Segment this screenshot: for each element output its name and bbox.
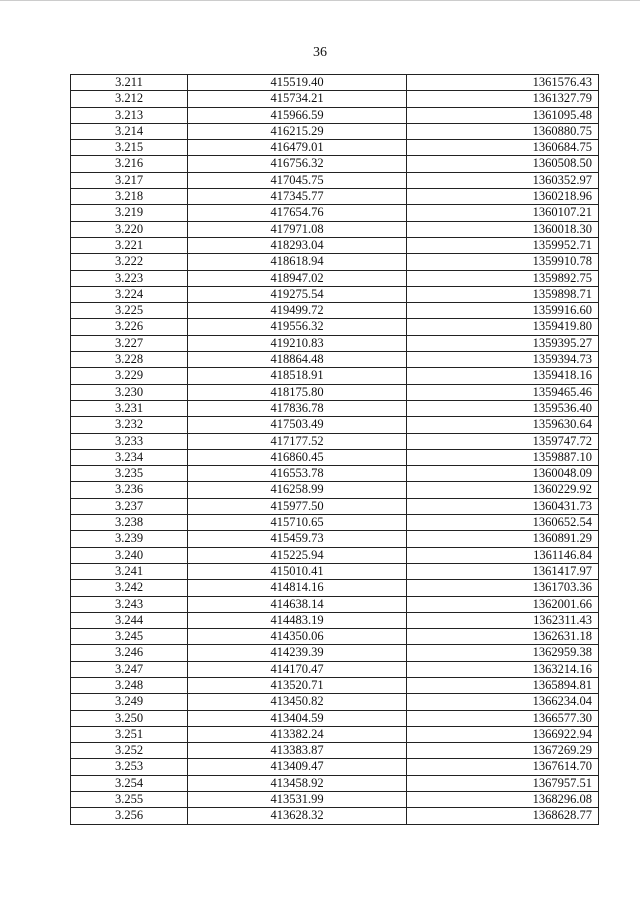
y-coordinate-cell: 1360431.73	[407, 498, 599, 514]
table-row	[71, 743, 599, 759]
x-coordinate-cell: 417971.08	[188, 221, 407, 237]
table-row	[71, 449, 599, 465]
table-row	[71, 547, 599, 563]
x-coordinate-cell: 414638.14	[188, 596, 407, 612]
x-coordinate-cell: 418175.80	[188, 384, 407, 400]
table-row	[71, 694, 599, 710]
table-row	[71, 629, 599, 645]
y-coordinate-cell: 1360048.09	[407, 466, 599, 482]
y-coordinate-cell: 1363214.16	[407, 661, 599, 677]
table-row	[71, 319, 599, 335]
y-coordinate-cell: 1361327.79	[407, 91, 599, 107]
y-coordinate-cell: 1359536.40	[407, 400, 599, 416]
table-row	[71, 482, 599, 498]
table-row	[71, 140, 599, 156]
point-number-cell: 3.227	[71, 335, 188, 351]
point-number-cell: 3.228	[71, 352, 188, 368]
point-number-cell: 3.232	[71, 417, 188, 433]
point-number-cell: 3.249	[71, 694, 188, 710]
y-coordinate-cell: 1361703.36	[407, 580, 599, 596]
x-coordinate-cell: 416860.45	[188, 449, 407, 465]
x-coordinate-cell: 417177.52	[188, 433, 407, 449]
y-coordinate-cell: 1362959.38	[407, 645, 599, 661]
y-coordinate-cell: 1366234.04	[407, 694, 599, 710]
y-coordinate-cell: 1360891.29	[407, 531, 599, 547]
table-row	[71, 303, 599, 319]
x-coordinate-cell: 413404.59	[188, 710, 407, 726]
x-coordinate-cell: 416479.01	[188, 140, 407, 156]
point-number-cell: 3.211	[71, 75, 188, 91]
y-coordinate-cell: 1360018.30	[407, 221, 599, 237]
table-row	[71, 189, 599, 205]
y-coordinate-cell: 1362311.43	[407, 612, 599, 628]
table-row	[71, 792, 599, 808]
point-number-cell: 3.214	[71, 123, 188, 139]
y-coordinate-cell: 1360107.21	[407, 205, 599, 221]
y-coordinate-cell: 1362001.66	[407, 596, 599, 612]
x-coordinate-cell: 415225.94	[188, 547, 407, 563]
table-row	[71, 107, 599, 123]
x-coordinate-cell: 413458.92	[188, 775, 407, 791]
x-coordinate-cell: 418293.04	[188, 237, 407, 253]
coordinates-table	[70, 74, 599, 825]
y-coordinate-cell: 1367614.70	[407, 759, 599, 775]
y-coordinate-cell: 1360229.92	[407, 482, 599, 498]
point-number-cell: 3.248	[71, 677, 188, 693]
x-coordinate-cell: 415966.59	[188, 107, 407, 123]
x-coordinate-cell: 413382.24	[188, 726, 407, 742]
y-coordinate-cell: 1365894.81	[407, 677, 599, 693]
x-coordinate-cell: 416553.78	[188, 466, 407, 482]
point-number-cell: 3.223	[71, 270, 188, 286]
y-coordinate-cell: 1359910.78	[407, 254, 599, 270]
x-coordinate-cell: 413409.47	[188, 759, 407, 775]
point-number-cell: 3.234	[71, 449, 188, 465]
point-number-cell: 3.235	[71, 466, 188, 482]
table-body	[71, 75, 599, 825]
y-coordinate-cell: 1361146.84	[407, 547, 599, 563]
table-row	[71, 352, 599, 368]
table-row	[71, 677, 599, 693]
x-coordinate-cell: 415010.41	[188, 563, 407, 579]
x-coordinate-cell: 419556.32	[188, 319, 407, 335]
table-row	[71, 563, 599, 579]
point-number-cell: 3.250	[71, 710, 188, 726]
y-coordinate-cell: 1360880.75	[407, 123, 599, 139]
table-row	[71, 368, 599, 384]
table-row	[71, 384, 599, 400]
x-coordinate-cell: 417836.78	[188, 400, 407, 416]
table-row	[71, 515, 599, 531]
table-row	[71, 221, 599, 237]
point-number-cell: 3.225	[71, 303, 188, 319]
y-coordinate-cell: 1359419.80	[407, 319, 599, 335]
point-number-cell: 3.230	[71, 384, 188, 400]
y-coordinate-cell: 1360352.97	[407, 172, 599, 188]
point-number-cell: 3.226	[71, 319, 188, 335]
point-number-cell: 3.222	[71, 254, 188, 270]
x-coordinate-cell: 415459.73	[188, 531, 407, 547]
table-row	[71, 270, 599, 286]
point-number-cell: 3.252	[71, 743, 188, 759]
y-coordinate-cell: 1360508.50	[407, 156, 599, 172]
table-row	[71, 75, 599, 91]
x-coordinate-cell: 417345.77	[188, 189, 407, 205]
x-coordinate-cell: 417503.49	[188, 417, 407, 433]
y-coordinate-cell: 1359916.60	[407, 303, 599, 319]
point-number-cell: 3.244	[71, 612, 188, 628]
y-coordinate-cell: 1359898.71	[407, 286, 599, 302]
point-number-cell: 3.212	[71, 91, 188, 107]
page-number: 36	[313, 45, 327, 60]
point-number-cell: 3.221	[71, 237, 188, 253]
table-row	[71, 775, 599, 791]
y-coordinate-cell: 1359887.10	[407, 449, 599, 465]
x-coordinate-cell: 416756.32	[188, 156, 407, 172]
table-row	[71, 580, 599, 596]
table-row	[71, 156, 599, 172]
point-number-cell: 3.243	[71, 596, 188, 612]
table-row	[71, 710, 599, 726]
x-coordinate-cell: 419499.72	[188, 303, 407, 319]
point-number-cell: 3.239	[71, 531, 188, 547]
table-row	[71, 759, 599, 775]
point-number-cell: 3.237	[71, 498, 188, 514]
point-number-cell: 3.216	[71, 156, 188, 172]
x-coordinate-cell: 415710.65	[188, 515, 407, 531]
point-number-cell: 3.242	[71, 580, 188, 596]
y-coordinate-cell: 1366577.30	[407, 710, 599, 726]
y-coordinate-cell: 1359395.27	[407, 335, 599, 351]
point-number-cell: 3.247	[71, 661, 188, 677]
point-number-cell: 3.246	[71, 645, 188, 661]
table-row	[71, 172, 599, 188]
table-row	[71, 466, 599, 482]
x-coordinate-cell: 413520.71	[188, 677, 407, 693]
x-coordinate-cell: 417654.76	[188, 205, 407, 221]
point-number-cell: 3.238	[71, 515, 188, 531]
x-coordinate-cell: 418864.48	[188, 352, 407, 368]
y-coordinate-cell: 1360218.96	[407, 189, 599, 205]
x-coordinate-cell: 413628.32	[188, 808, 407, 824]
point-number-cell: 3.255	[71, 792, 188, 808]
x-coordinate-cell: 419275.54	[188, 286, 407, 302]
y-coordinate-cell: 1362631.18	[407, 629, 599, 645]
x-coordinate-cell: 419210.83	[188, 335, 407, 351]
y-coordinate-cell: 1368296.08	[407, 792, 599, 808]
x-coordinate-cell: 415977.50	[188, 498, 407, 514]
table-row	[71, 286, 599, 302]
table-row	[71, 417, 599, 433]
x-coordinate-cell: 413531.99	[188, 792, 407, 808]
y-coordinate-cell: 1367957.51	[407, 775, 599, 791]
table-row	[71, 91, 599, 107]
table-row	[71, 531, 599, 547]
y-coordinate-cell: 1367269.29	[407, 743, 599, 759]
table-row	[71, 237, 599, 253]
x-coordinate-cell: 418618.94	[188, 254, 407, 270]
table-row	[71, 661, 599, 677]
point-number-cell: 3.245	[71, 629, 188, 645]
x-coordinate-cell: 414483.19	[188, 612, 407, 628]
y-coordinate-cell: 1361095.48	[407, 107, 599, 123]
point-number-cell: 3.253	[71, 759, 188, 775]
x-coordinate-cell: 416258.99	[188, 482, 407, 498]
x-coordinate-cell: 414350.06	[188, 629, 407, 645]
y-coordinate-cell: 1359747.72	[407, 433, 599, 449]
x-coordinate-cell: 418518.91	[188, 368, 407, 384]
table-row	[71, 433, 599, 449]
x-coordinate-cell: 415519.40	[188, 75, 407, 91]
y-coordinate-cell: 1359892.75	[407, 270, 599, 286]
point-number-cell: 3.215	[71, 140, 188, 156]
table-row	[71, 335, 599, 351]
point-number-cell: 3.251	[71, 726, 188, 742]
y-coordinate-cell: 1366922.94	[407, 726, 599, 742]
table-row	[71, 254, 599, 270]
point-number-cell: 3.218	[71, 189, 188, 205]
point-number-cell: 3.220	[71, 221, 188, 237]
x-coordinate-cell: 414170.47	[188, 661, 407, 677]
table-row	[71, 596, 599, 612]
point-number-cell: 3.217	[71, 172, 188, 188]
point-number-cell: 3.256	[71, 808, 188, 824]
x-coordinate-cell: 415734.21	[188, 91, 407, 107]
point-number-cell: 3.229	[71, 368, 188, 384]
point-number-cell: 3.224	[71, 286, 188, 302]
point-number-cell: 3.254	[71, 775, 188, 791]
y-coordinate-cell: 1361417.97	[407, 563, 599, 579]
y-coordinate-cell: 1359465.46	[407, 384, 599, 400]
table-row	[71, 645, 599, 661]
y-coordinate-cell: 1361576.43	[407, 75, 599, 91]
table-row	[71, 205, 599, 221]
point-number-cell: 3.231	[71, 400, 188, 416]
point-number-cell: 3.219	[71, 205, 188, 221]
x-coordinate-cell: 413450.82	[188, 694, 407, 710]
x-coordinate-cell: 413383.87	[188, 743, 407, 759]
x-coordinate-cell: 414239.39	[188, 645, 407, 661]
x-coordinate-cell: 417045.75	[188, 172, 407, 188]
table-row	[71, 498, 599, 514]
table-row	[71, 400, 599, 416]
point-number-cell: 3.240	[71, 547, 188, 563]
point-number-cell: 3.233	[71, 433, 188, 449]
y-coordinate-cell: 1359418.16	[407, 368, 599, 384]
y-coordinate-cell: 1368628.77	[407, 808, 599, 824]
y-coordinate-cell: 1360684.75	[407, 140, 599, 156]
y-coordinate-cell: 1360652.54	[407, 515, 599, 531]
y-coordinate-cell: 1359394.73	[407, 352, 599, 368]
point-number-cell: 3.213	[71, 107, 188, 123]
y-coordinate-cell: 1359952.71	[407, 237, 599, 253]
table-row	[71, 808, 599, 824]
table-row	[71, 612, 599, 628]
page-edge	[0, 0, 640, 1]
table-row	[71, 123, 599, 139]
point-number-cell: 3.236	[71, 482, 188, 498]
table-row	[71, 726, 599, 742]
x-coordinate-cell: 414814.16	[188, 580, 407, 596]
y-coordinate-cell: 1359630.64	[407, 417, 599, 433]
x-coordinate-cell: 418947.02	[188, 270, 407, 286]
x-coordinate-cell: 416215.29	[188, 123, 407, 139]
point-number-cell: 3.241	[71, 563, 188, 579]
